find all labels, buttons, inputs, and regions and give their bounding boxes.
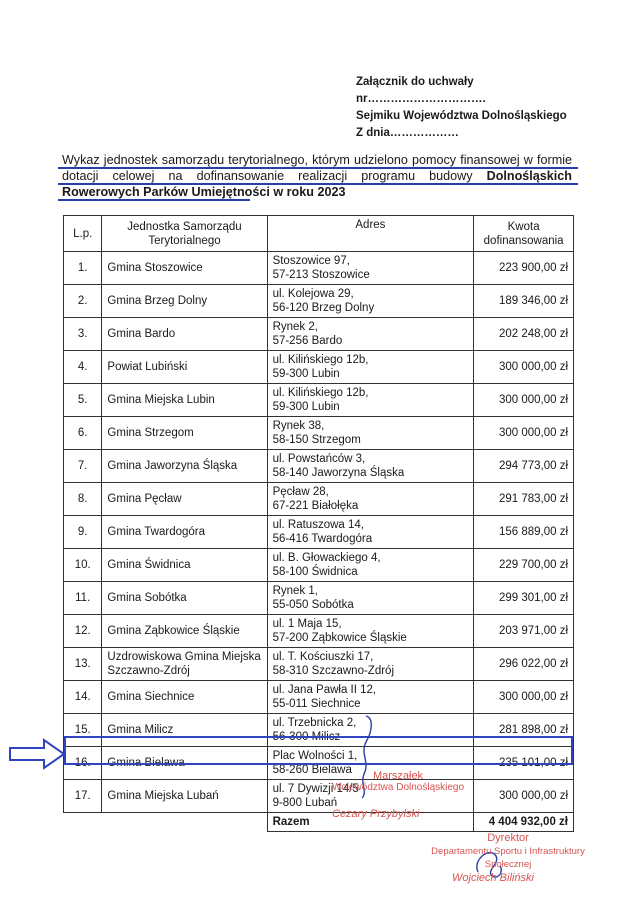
row-lp: 15. — [64, 714, 102, 747]
address-line-street: ul. Trzebnicka 2, — [272, 717, 357, 729]
address-line-city: 57-200 Ząbkowice Śląskie — [272, 632, 407, 644]
row-unit-name: Gmina Brzeg Dolny — [102, 285, 267, 318]
header-line-annex: Załącznik do uchwały — [356, 76, 474, 88]
marshal-office: Województwa Dolnośląskiego — [331, 782, 465, 793]
director-signature: Wojciech Biliński — [452, 872, 534, 884]
row-lp: 1. — [64, 252, 102, 285]
address-line-street: Pęcław 28, — [272, 486, 329, 498]
resolution-header — [356, 74, 626, 142]
director-title: Dyrektor — [487, 832, 529, 844]
address-line-city: 56-120 Brzeg Dolny — [272, 302, 375, 314]
row-address — [267, 483, 474, 516]
row-amount: 202 248,00 zł — [474, 318, 574, 351]
header-line-number: nr…………………………. — [356, 93, 486, 105]
total-amount: 4 404 932,00 zł — [474, 813, 574, 832]
address-line-city: 59-300 Lubin — [272, 368, 340, 380]
intro-paragraph — [62, 152, 572, 200]
address-line-city: 55-011 Siechnice — [272, 698, 361, 710]
row-unit-name: Gmina Ząbkowice Śląskie — [102, 615, 267, 648]
header-unit: Jednostka Samorządu Terytorialnego — [102, 216, 267, 252]
table-row — [64, 285, 574, 318]
address-line-street: ul. Kilińskiego 12b, — [272, 387, 369, 399]
row-unit-name: Gmina Milicz — [102, 714, 267, 747]
row-lp: 11. — [64, 582, 102, 615]
row-lp: 3. — [64, 318, 102, 351]
row-unit-name: Gmina Jaworzyna Śląska — [102, 450, 267, 483]
address-line-street: ul. B. Głowackiego 4, — [272, 552, 381, 564]
row-amount: 223 900,00 zł — [474, 252, 574, 285]
table-row — [64, 252, 574, 285]
row-lp: 4. — [64, 351, 102, 384]
row-lp: 5. — [64, 384, 102, 417]
row-amount: 300 000,00 zł — [474, 417, 574, 450]
row-amount: 300 000,00 zł — [474, 351, 574, 384]
row-address — [267, 384, 474, 417]
row-address — [267, 615, 474, 648]
row-unit-name: Gmina Siechnice — [102, 681, 267, 714]
row-unit-name: Uzdrowiskowa Gmina Miejska Szczawno-Zdrój — [102, 648, 267, 681]
row-lp: 6. — [64, 417, 102, 450]
row-amount: 156 889,00 zł — [474, 516, 574, 549]
table-row — [64, 582, 574, 615]
row-unit-name: Gmina Miejska Lubań — [102, 780, 267, 813]
row-address — [267, 351, 474, 384]
row-address — [267, 582, 474, 615]
address-line-city: 55-050 Sobótka — [272, 599, 354, 611]
address-line-city: 57-256 Bardo — [272, 335, 343, 347]
row-lp: 12. — [64, 615, 102, 648]
row-address — [267, 450, 474, 483]
row-address — [267, 252, 474, 285]
row-amount: 203 971,00 zł — [474, 615, 574, 648]
row-amount: 300 000,00 zł — [474, 384, 574, 417]
row-lp: 9. — [64, 516, 102, 549]
address-line-city: 58-150 Strzegom — [272, 434, 361, 446]
intro-underline-3 — [58, 199, 250, 201]
row-amount: 189 346,00 zł — [474, 285, 574, 318]
table-row — [64, 384, 574, 417]
row-highlight-box — [64, 736, 573, 765]
intro-underline-1 — [58, 167, 578, 169]
address-line-city: 58-100 Świdnica — [272, 566, 358, 578]
address-line-street: ul. Jana Pawła II 12, — [272, 684, 377, 696]
table-header-row — [64, 216, 574, 252]
row-unit-name: Gmina Strzegom — [102, 417, 267, 450]
row-lp: 7. — [64, 450, 102, 483]
row-unit-name: Gmina Sobótka — [102, 582, 267, 615]
address-line-street: ul. T. Kościuszki 17, — [272, 651, 374, 663]
header-amount: Kwota dofinansowania — [474, 216, 574, 252]
intro-program-name: Dolnośląskich Rowerowych Parków Umiejętności w roku 2023 — [62, 169, 572, 199]
address-line-city: 58-260 Bielawa — [272, 764, 352, 776]
table-row — [64, 318, 574, 351]
header-line-date: Z dnia……………… — [356, 127, 459, 139]
row-unit-name: Powiat Lubiński — [102, 351, 267, 384]
row-unit-name: Gmina Świdnica — [102, 549, 267, 582]
address-line-street: ul. Ratuszowa 14, — [272, 519, 364, 531]
table-row — [64, 483, 574, 516]
director-dept: Departamentu Sportu i Infrastruktury Społecznej — [431, 846, 585, 870]
row-amount: 281 898,00 zł — [474, 714, 574, 747]
address-line-street: Rynek 2, — [272, 321, 318, 333]
row-address — [267, 681, 474, 714]
table-row — [64, 450, 574, 483]
row-amount: 229 700,00 zł — [474, 549, 574, 582]
table-row — [64, 615, 574, 648]
row-unit-name: Gmina Stoszowice — [102, 252, 267, 285]
row-amount: 291 783,00 zł — [474, 483, 574, 516]
arrow-right-icon — [8, 738, 66, 770]
table-row — [64, 648, 574, 681]
table-row — [64, 417, 574, 450]
address-line-city: 56-416 Twardogóra — [272, 533, 373, 545]
address-line-street: ul. Kilińskiego 12b, — [272, 354, 369, 366]
address-line-street: Rynek 1, — [272, 585, 318, 597]
address-line-street: Stoszowice 97, — [272, 255, 350, 267]
table-row — [64, 681, 574, 714]
address-line-street: ul. 7 Dywizji 14/5 — [272, 783, 359, 795]
marshal-signature: Cezary Przybylski — [332, 808, 420, 820]
row-lp: 16. — [64, 747, 102, 780]
row-lp: 8. — [64, 483, 102, 516]
address-line-city: 58-140 Jaworzyna Śląska — [272, 467, 405, 479]
row-lp: 10. — [64, 549, 102, 582]
row-amount: 296 022,00 zł — [474, 648, 574, 681]
row-lp: 13. — [64, 648, 102, 681]
row-amount: 294 773,00 zł — [474, 450, 574, 483]
row-unit-name: Gmina Bardo — [102, 318, 267, 351]
row-unit-name: Gmina Pęcław — [102, 483, 267, 516]
row-address — [267, 549, 474, 582]
intro-underline-2 — [58, 183, 578, 185]
address-line-city: 67-221 Białołęka — [272, 500, 359, 512]
address-line-city: 9-800 Lubań — [272, 797, 338, 809]
row-lp: 17. — [64, 780, 102, 813]
address-line-street: ul. Powstańców 3, — [272, 453, 366, 465]
row-amount: 235 101,00 zł — [474, 747, 574, 780]
row-unit-name: Gmina Twardogóra — [102, 516, 267, 549]
row-address — [267, 318, 474, 351]
header-line-assembly: Sejmiku Województwa Dolnośląskiego — [356, 110, 567, 122]
address-line-city: 57-213 Stoszowice — [272, 269, 370, 281]
intro-text: Wykaz jednostek samorządu terytorialnego, którym udzielono pomocy finansowej w formie dotacji celowej na dofinansowanie realizacji programu budowy — [62, 153, 572, 183]
address-line-street: ul. 1 Maja 15, — [272, 618, 342, 630]
address-line-city: 56-300 Milicz — [272, 731, 341, 743]
row-address — [267, 285, 474, 318]
header-address: Adres — [267, 216, 474, 252]
total-row — [64, 813, 574, 832]
row-address — [267, 417, 474, 450]
marshal-title: Marszałek — [372, 770, 424, 782]
table-row — [64, 549, 574, 582]
row-address — [267, 648, 474, 681]
table-row — [64, 516, 574, 549]
address-line-street: Plac Wolności 1, — [272, 750, 358, 762]
row-lp: 14. — [64, 681, 102, 714]
total-blank-1 — [64, 813, 102, 832]
header-lp: L.p. — [64, 216, 102, 252]
total-blank-2 — [102, 813, 267, 832]
row-amount: 300 000,00 zł — [474, 681, 574, 714]
address-line-street: Rynek 38, — [272, 420, 325, 432]
total-label: Razem — [267, 813, 474, 832]
row-unit-name: Gmina Miejska Lubin — [102, 384, 267, 417]
table-row — [64, 351, 574, 384]
row-unit-name: Gmina Bielawa — [102, 747, 267, 780]
table-body — [64, 252, 574, 813]
address-line-street: ul. Kolejowa 29, — [272, 288, 354, 300]
address-line-city: 58-310 Szczawno-Zdrój — [272, 665, 395, 677]
row-address — [267, 516, 474, 549]
row-amount: 300 000,00 zł — [474, 780, 574, 813]
row-amount: 299 301,00 zł — [474, 582, 574, 615]
row-lp: 2. — [64, 285, 102, 318]
director-stamp — [418, 832, 598, 871]
address-line-city: 59-300 Lubin — [272, 401, 340, 413]
marshal-stamp — [318, 770, 478, 794]
